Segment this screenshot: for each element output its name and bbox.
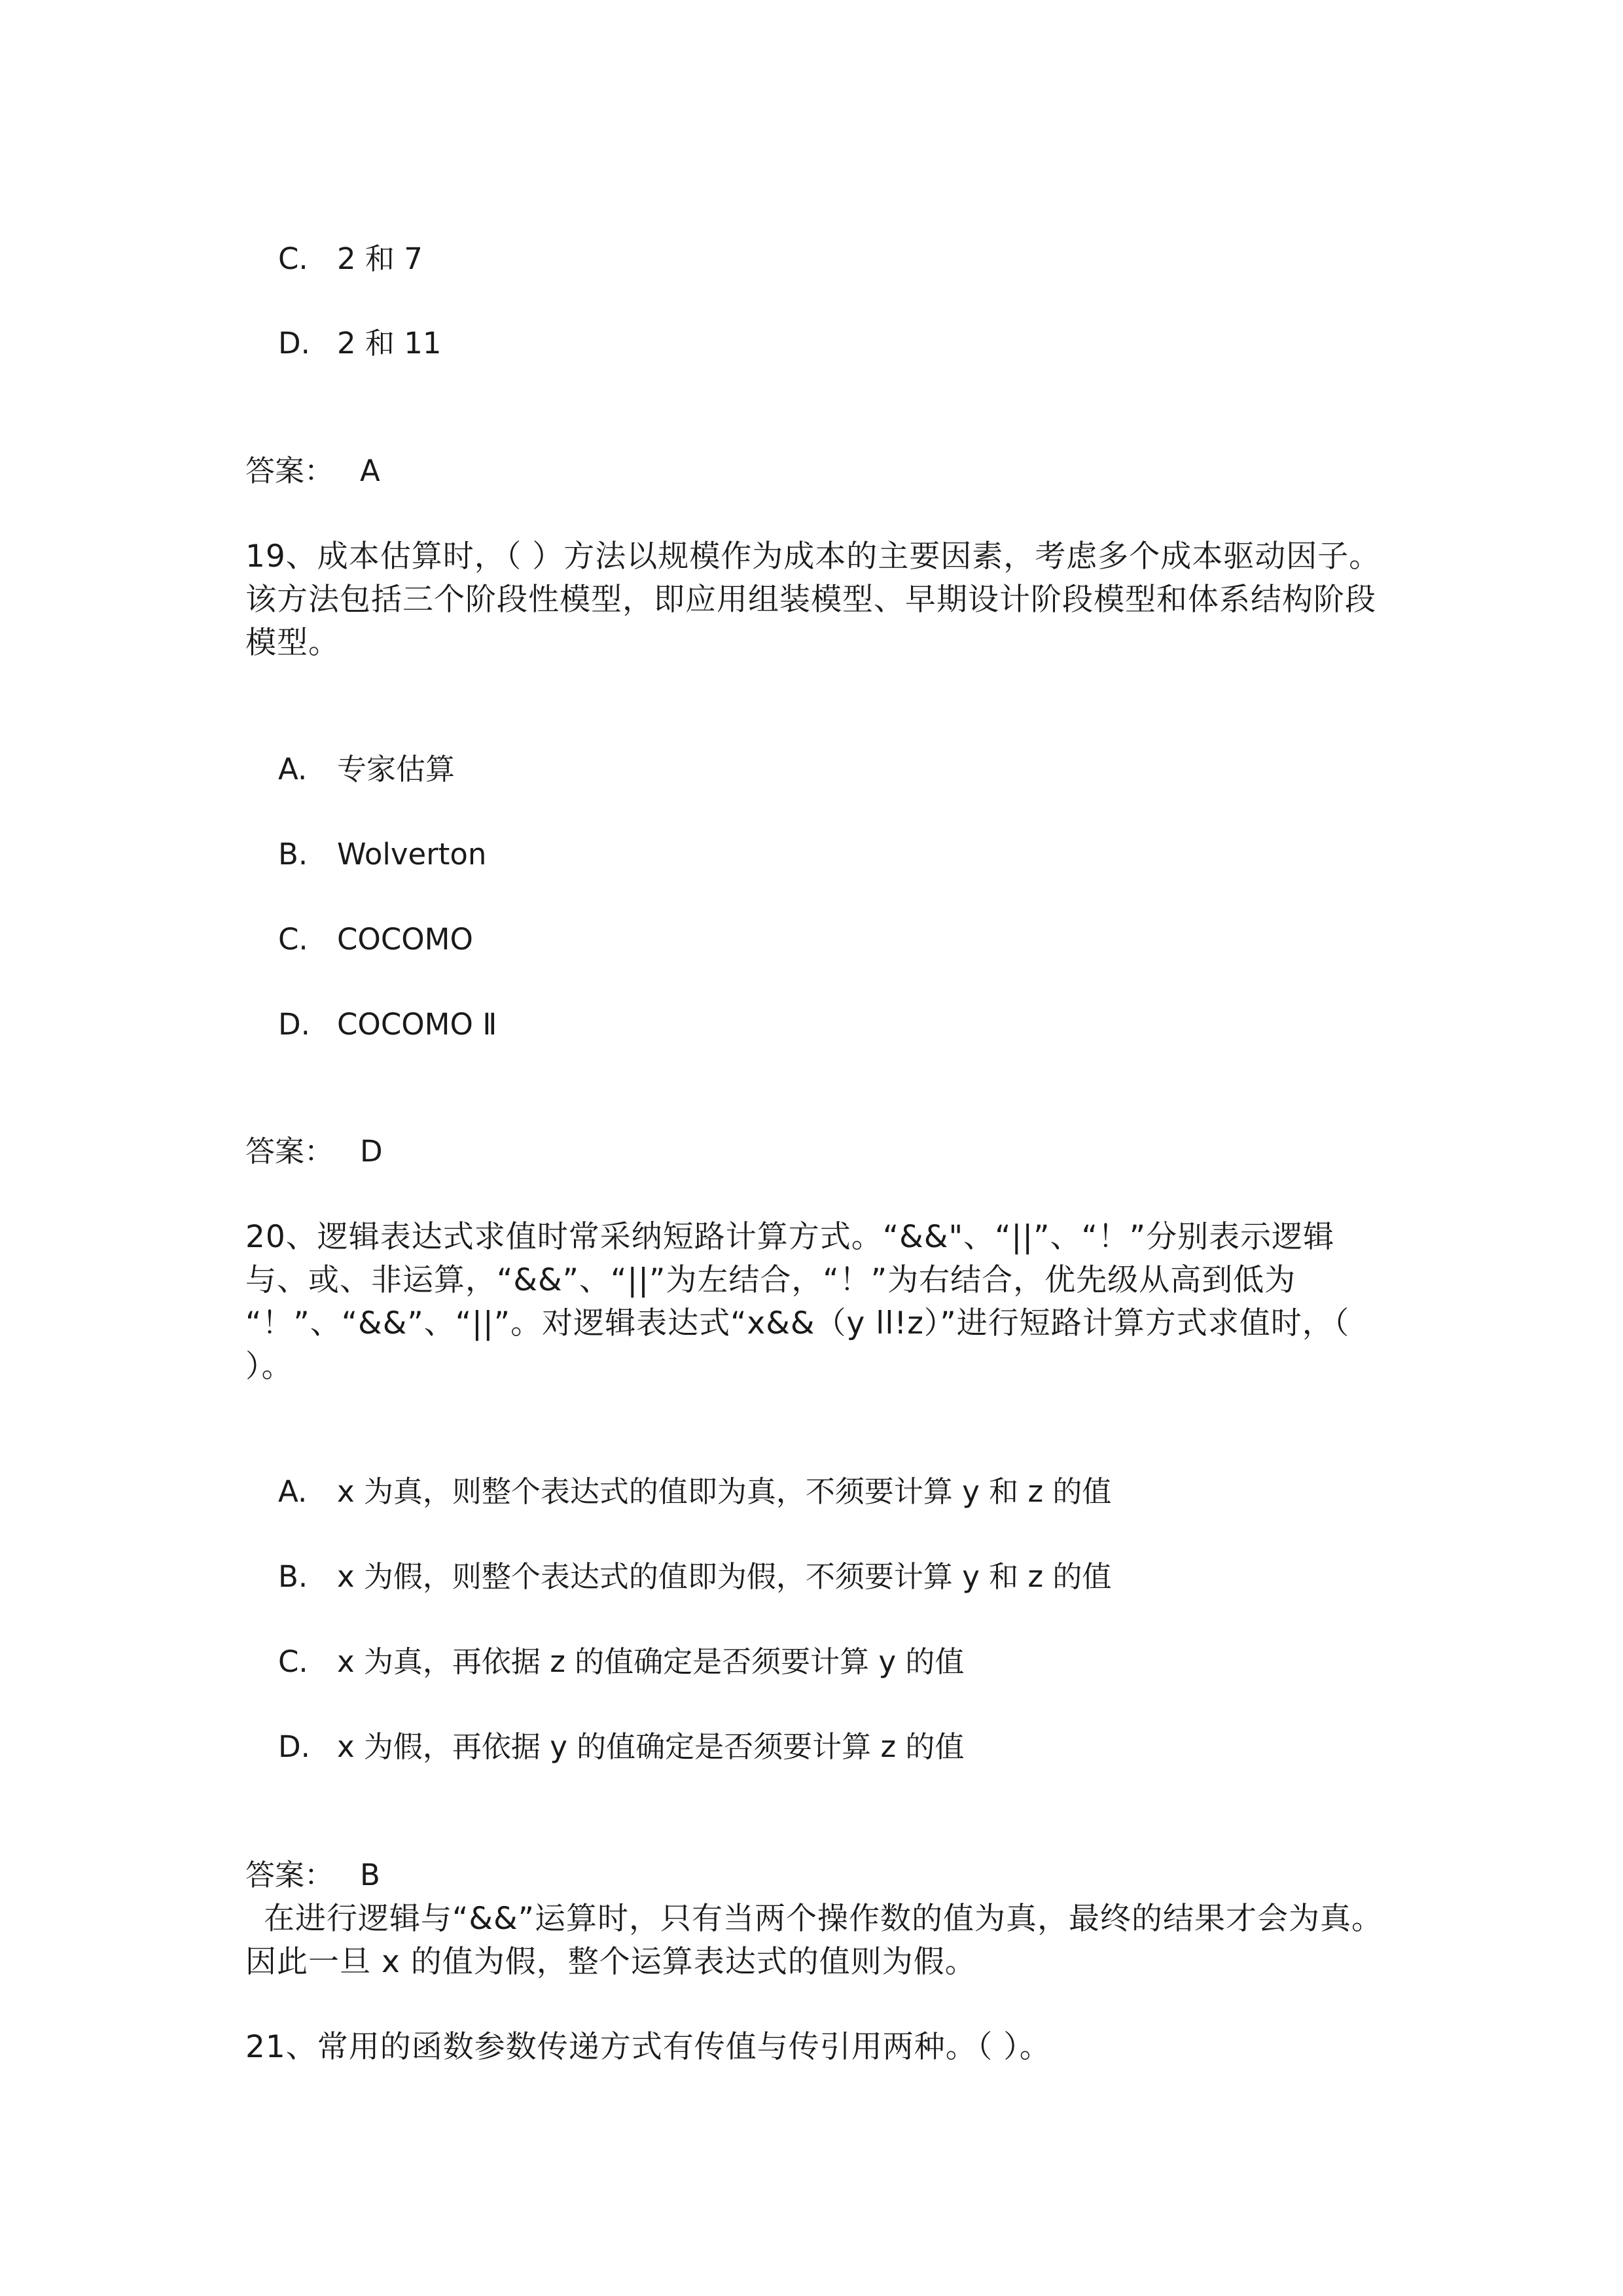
option-text: 2 和 11 [337, 326, 442, 361]
answer-line [245, 1132, 383, 1171]
option-text: x 为真，再依据 z 的值确定是否须要计算 y 的值 [337, 1644, 965, 1679]
option-letter: C. [278, 241, 308, 276]
option-a [278, 1472, 1111, 1511]
option-a [278, 750, 455, 789]
option-d [278, 1005, 497, 1044]
answer-value: D [360, 1134, 383, 1169]
answer-label: 答案： [245, 453, 334, 488]
option-text: COCOMO [337, 922, 473, 957]
option-text: x 为真，则整个表达式的值即为真，不须要计算 y 和 z 的值 [337, 1474, 1112, 1509]
option-text: COCOMO Ⅱ [337, 1007, 497, 1042]
question-19: 19、成本估算时，（ ）方法以规模作为成本的主要因素，考虑多个成本驱动因子。该方法包括三个阶段性模型，即应用组装模型、早期设计阶段模型和体系结构阶段模型。 [245, 539, 1381, 661]
answer-value: A [360, 453, 380, 488]
option-letter: D. [278, 326, 310, 361]
option-letter: D. [278, 1007, 310, 1042]
option-b [278, 835, 486, 874]
option-letter: B. [278, 837, 308, 872]
option-letter: A. [278, 752, 308, 786]
option-letter: A. [278, 1474, 308, 1509]
answer-label: 答案： [245, 1858, 334, 1892]
option-d [278, 324, 442, 363]
option-letter: B. [278, 1559, 308, 1594]
option-letter: D. [278, 1729, 310, 1764]
option-letter: C. [278, 1644, 308, 1679]
answer-line [245, 1856, 380, 1895]
option-c [278, 239, 423, 279]
answer-label: 答案： [245, 1134, 334, 1169]
answer-value: B [360, 1858, 380, 1892]
option-text: x 为假，则整个表达式的值即为假，不须要计算 y 和 z 的值 [337, 1559, 1112, 1594]
option-b [278, 1557, 1111, 1597]
answer-line [245, 451, 380, 491]
answer-explanation: 在进行逻辑与“&&”运算时，只有当两个操作数的值为真，最终的结果才会为真。因此一旦 x 的值为假，整个运算表达式的值则为假。 [245, 1901, 1383, 1980]
option-c [278, 1642, 964, 1682]
option-c [278, 920, 473, 959]
option-text: 专家估算 [337, 752, 455, 786]
option-text: 2 和 7 [337, 241, 423, 276]
option-text: Wolverton [337, 837, 487, 872]
question-21: 21、常用的函数参数传递方式有传值与传引用两种。（ ）。 [245, 2029, 1051, 2065]
question-20: 20、逻辑表达式求值时常采纳短路计算方式。“&&"、“||”、“！”分别表示逻辑与、或、非运算，“&&”、“||”为左结合，“！”为右结合，优先级从高到低为 “！”、“&&”、“||”。对逻辑表达式“x&&（y ll!z）”进行短路计算方式求值时，（ ）。 [245, 1219, 1350, 1385]
option-d [278, 1727, 964, 1767]
option-text: x 为假，再依据 y 的值确定是否须要计算 z 的值 [337, 1729, 965, 1764]
option-letter: C. [278, 922, 308, 957]
